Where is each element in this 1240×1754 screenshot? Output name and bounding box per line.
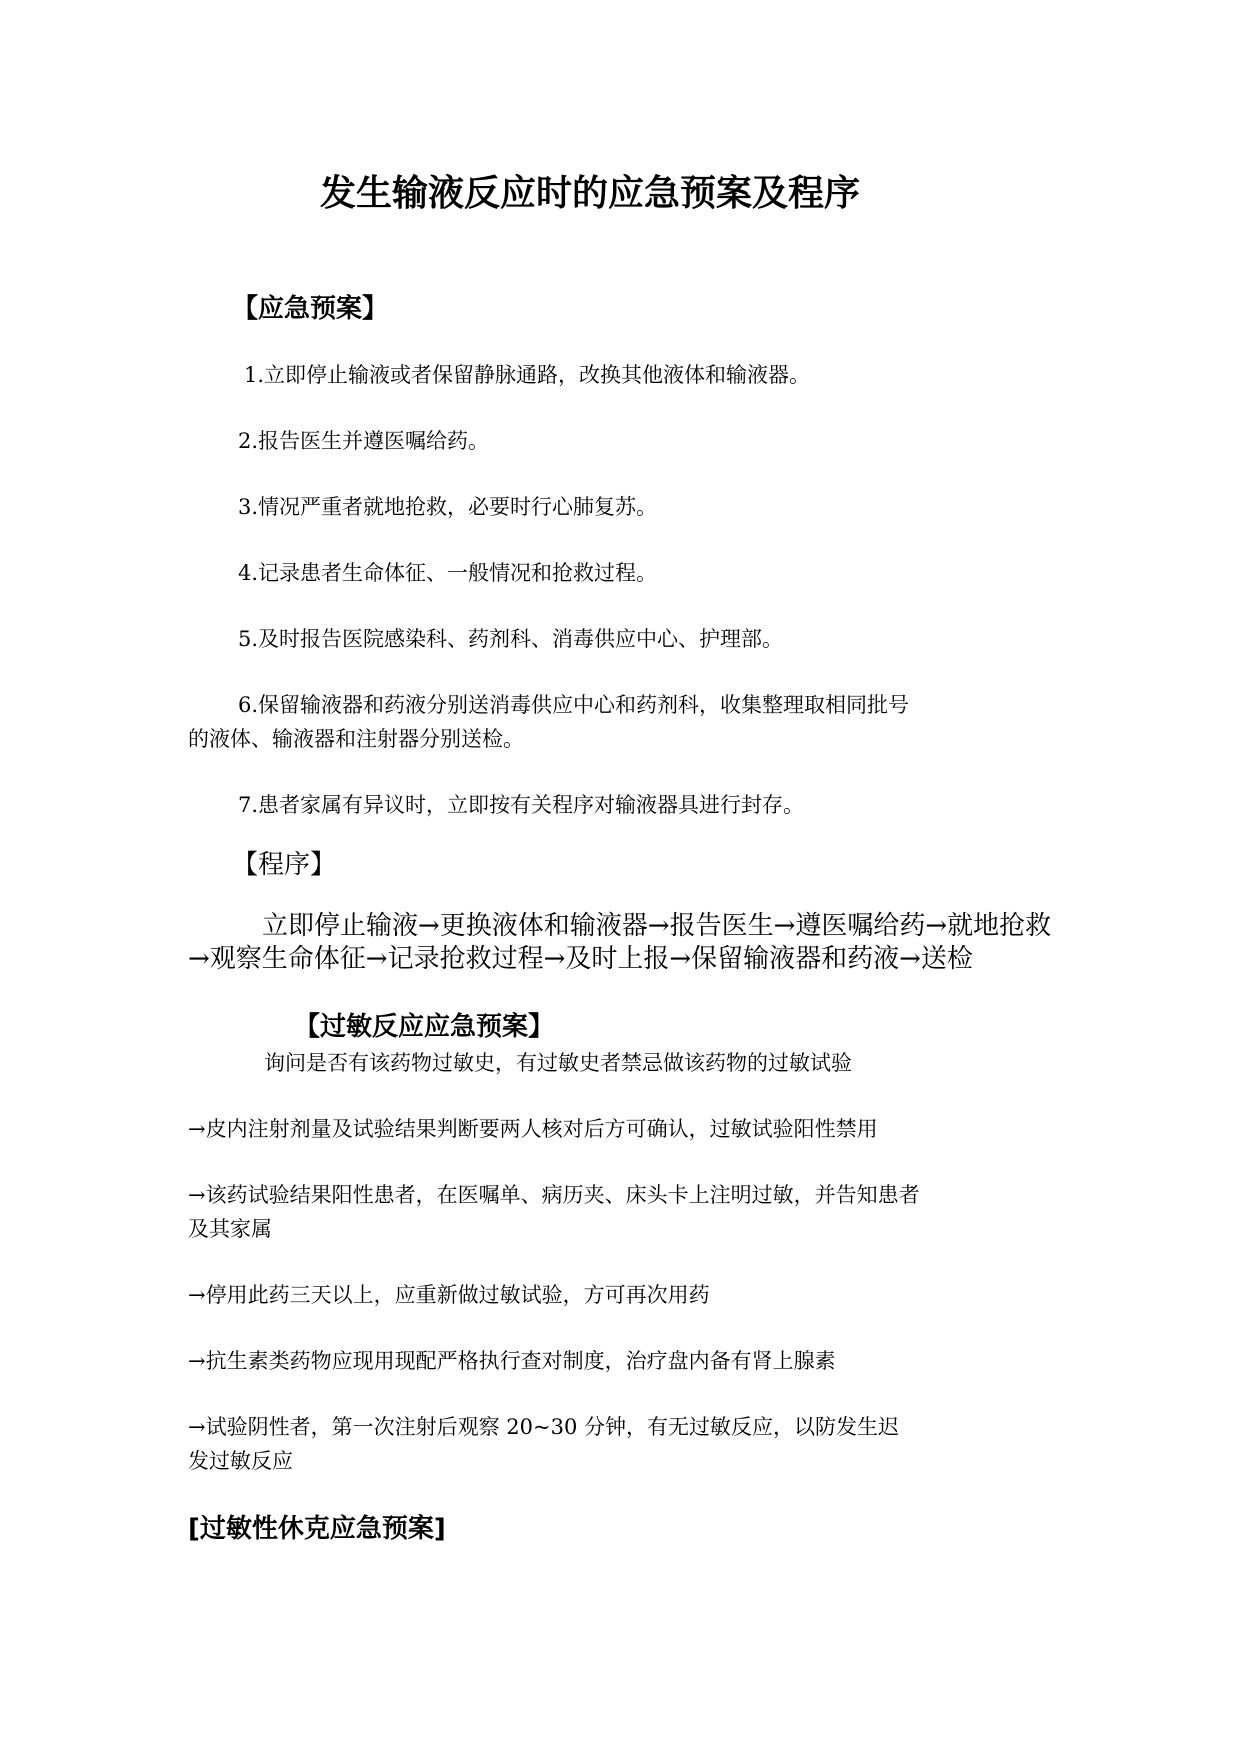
allergy-line-2: →皮内注射剂量及试验结果判断要两人核对后方可确认，过敏试验阳性禁用 (188, 1117, 878, 1141)
emergency-plan-heading: 【应急预案】 (232, 294, 389, 324)
allergy-line-3: →该药试验结果阳性患者，在医嘱单、病历夹、床头卡上注明过敏，并告知患者 (188, 1183, 920, 1207)
shock-plan-heading: [过敏性休克应急预案] (188, 1514, 446, 1544)
allergy-line-1: 询问是否有该药物过敏史，有过敏史者禁忌做该药物的过敏试验 (264, 1051, 852, 1075)
procedure-heading: 【程序】 (232, 850, 337, 880)
allergy-line-6: →试验阴性者，第一次注射后观察 20~30 分钟，有无过敏反应，以防发生迟 (188, 1415, 899, 1439)
emergency-item-6: 6.保留输液器和药液分别送消毒供应中心和药剂科，收集整理取相同批号 (238, 693, 910, 717)
emergency-item-2: 2.报告医生并遵医嘱给药。 (238, 429, 490, 453)
emergency-item-6-continued: 的液体、输液器和注射器分别送检。 (188, 727, 524, 751)
allergy-plan-heading: 【过敏反应应急预案】 (294, 1012, 555, 1042)
document-title: 发生输液反应时的应急预案及程序 (319, 173, 860, 214)
allergy-line-3-continued: 及其家属 (188, 1217, 272, 1241)
allergy-line-6-continued: 发过敏反应 (188, 1449, 293, 1473)
emergency-item-5: 5.及时报告医院感染科、药剂科、消毒供应中心、护理部。 (238, 627, 784, 651)
allergy-line-4: →停用此药三天以上，应重新做过敏试验，方可再次用药 (188, 1283, 710, 1307)
emergency-item-1: 1.立即停止输液或者保留静脉通路，改换其他液体和输液器。 (244, 363, 811, 387)
emergency-item-7: 7.患者家属有异议时，立即按有关程序对输液器具进行封存。 (238, 793, 805, 817)
emergency-item-4: 4.记录患者生命体征、一般情况和抢救过程。 (238, 561, 658, 585)
procedure-flow: 立即停止输液→更换液体和输液器→报告医生→遵医嘱给药→就地抢救→观察生命体征→记录抢救过程→及时上报→保留输液器和药液→送检 (188, 911, 1052, 974)
allergy-line-5: →抗生素类药物应现用现配严格执行查对制度，治疗盘内备有肾上腺素 (188, 1349, 836, 1373)
emergency-item-3: 3.情况严重者就地抢救，必要时行心肺复苏。 (238, 495, 658, 519)
